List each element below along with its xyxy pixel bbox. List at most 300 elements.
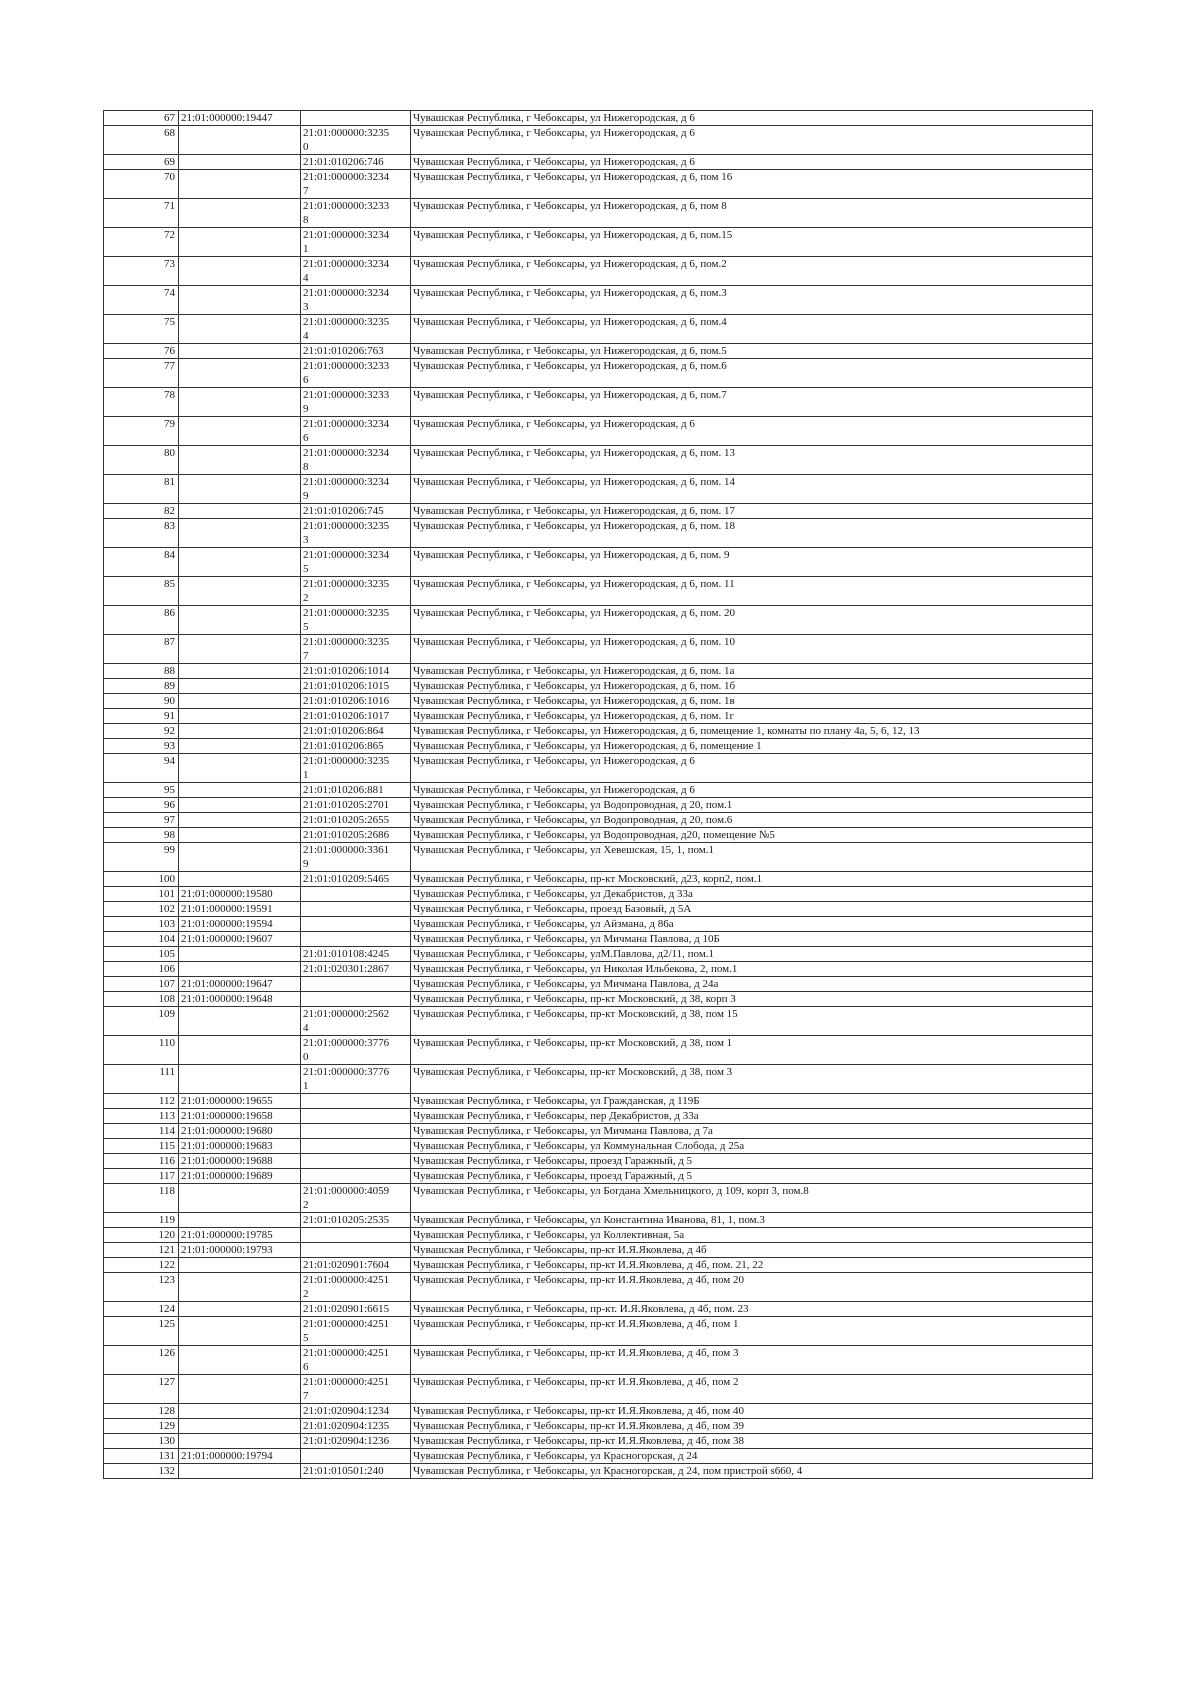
table-row (104, 1094, 1093, 1109)
cadastral-number-premises-line1: 21:01:020901:7604 (303, 1259, 390, 1271)
cadastral-number-premises (301, 388, 411, 417)
cadastral-number-land (179, 783, 301, 798)
cadastral-number-premises-line1: 21:01:010206:1017 (303, 710, 390, 722)
cadastral-number-premises (301, 992, 411, 1007)
cadastral-number-land (179, 694, 301, 709)
address: Чувашская Республика, г Чебоксары, ул Нижегородская, д 6, пом.7 (411, 388, 1093, 417)
table-row (104, 1184, 1093, 1213)
cadastral-number-premises (301, 1094, 411, 1109)
row-number: 81 (104, 475, 179, 504)
cadastral-number-land: 21:01:000000:19689 (179, 1169, 301, 1184)
table-row (104, 1109, 1093, 1124)
row-number: 69 (104, 155, 179, 170)
cadastral-number-premises-line1: 21:01:000000:4251 (303, 1347, 390, 1359)
row-number: 100 (104, 872, 179, 887)
cadastral-number-premises (301, 155, 411, 170)
row-number: 109 (104, 1007, 179, 1036)
cadastral-number-premises-line1: 21:01:010209:5465 (303, 873, 390, 885)
cadastral-number-premises-line1: 21:01:000000:3776 (303, 1037, 390, 1049)
cadastral-number-land (179, 388, 301, 417)
address: Чувашская Республика, г Чебоксары, проезд Базовый, д 5А (411, 902, 1093, 917)
table-row (104, 679, 1093, 694)
address: Чувашская Республика, г Чебоксары, ул Декабристов, д 33а (411, 887, 1093, 902)
cadastral-number-premises-line1: 21:01:000000:3233 (303, 200, 390, 212)
address: Чувашская Республика, г Чебоксары, ул Нижегородская, д 6, пом.6 (411, 359, 1093, 388)
table-row (104, 1139, 1093, 1154)
address: Чувашская Республика, г Чебоксары, ул Нижегородская, д 6, пом. 11 (411, 577, 1093, 606)
cadastral-number-land (179, 155, 301, 170)
cadastral-number-land (179, 843, 301, 872)
row-number: 76 (104, 344, 179, 359)
cadastral-number-land (179, 126, 301, 155)
cadastral-number-premises-line1: 21:01:020904:1235 (303, 1420, 390, 1432)
cadastral-number-premises-line2: 3 (303, 534, 309, 546)
cadastral-number-land (179, 709, 301, 724)
table-row (104, 1375, 1093, 1404)
row-number: 121 (104, 1243, 179, 1258)
table-row (104, 1169, 1093, 1184)
cadastral-number-land: 21:01:000000:19591 (179, 902, 301, 917)
address: Чувашская Республика, г Чебоксары, ул Нижегородская, д 6, пом. 14 (411, 475, 1093, 504)
cadastral-number-premises-line2: 1 (303, 769, 309, 781)
cadastral-number-premises-line2: 6 (303, 432, 309, 444)
address: Чувашская Республика, г Чебоксары, ул Нижегородская, д 6 (411, 126, 1093, 155)
cadastral-number-premises-line2: 4 (303, 272, 309, 284)
cadastral-number-land (179, 1317, 301, 1346)
cadastral-number-land (179, 1036, 301, 1065)
row-number: 89 (104, 679, 179, 694)
cadastral-number-land (179, 315, 301, 344)
cadastral-number-land (179, 739, 301, 754)
cadastral-number-land: 21:01:000000:19648 (179, 992, 301, 1007)
cadastral-number-premises-line2: 9 (303, 403, 309, 415)
cadastral-number-premises (301, 754, 411, 783)
address: Чувашская Республика, г Чебоксары, ул Нижегородская, д 6 (411, 783, 1093, 798)
row-number: 126 (104, 1346, 179, 1375)
address: Чувашская Республика, г Чебоксары, ул Красногорская, д 24, пом пристрой s660, 4 (411, 1464, 1093, 1479)
table-row (104, 962, 1093, 977)
address: Чувашская Республика, г Чебоксары, пр-кт И.Я.Яковлева, д 4б (411, 1243, 1093, 1258)
cadastral-number-premises-line1: 21:01:010206:1015 (303, 680, 390, 692)
address: Чувашская Республика, г Чебоксары, ул Нижегородская, д 6 (411, 111, 1093, 126)
row-number: 75 (104, 315, 179, 344)
cadastral-number-premises (301, 1124, 411, 1139)
row-number: 80 (104, 446, 179, 475)
cadastral-number-land (179, 446, 301, 475)
table-row (104, 664, 1093, 679)
table-row (104, 1036, 1093, 1065)
row-number: 124 (104, 1302, 179, 1317)
address: Чувашская Республика, г Чебоксары, ул Нижегородская, д 6, пом.15 (411, 228, 1093, 257)
cadastral-number-premises (301, 917, 411, 932)
cadastral-number-premises-line2: 8 (303, 214, 309, 226)
table-row (104, 359, 1093, 388)
cadastral-number-premises-line1: 21:01:000000:4251 (303, 1318, 390, 1330)
table-row (104, 1243, 1093, 1258)
cadastral-number-land (179, 1404, 301, 1419)
cadastral-number-premises-line1: 21:01:000000:3235 (303, 755, 390, 767)
cadastral-number-land (179, 577, 301, 606)
address: Чувашская Республика, г Чебоксары, ул Нижегородская, д 6, помещение 1 (411, 739, 1093, 754)
address: Чувашская Республика, г Чебоксары, пр-кт Московский, д 38, корп 3 (411, 992, 1093, 1007)
table-row (104, 739, 1093, 754)
cadastral-number-premises-line1: 21:01:010206:1016 (303, 695, 390, 707)
cadastral-number-premises (301, 228, 411, 257)
cadastral-number-premises-line1: 21:01:000000:3234 (303, 447, 390, 459)
cadastral-number-land (179, 344, 301, 359)
cadastral-number-premises (301, 947, 411, 962)
table-row (104, 917, 1093, 932)
cadastral-number-premises-line2: 7 (303, 650, 309, 662)
table-row (104, 417, 1093, 446)
cadastral-number-land (179, 1258, 301, 1273)
table-row (104, 577, 1093, 606)
cadastral-number-premises-line1: 21:01:010205:2655 (303, 814, 390, 826)
row-number: 78 (104, 388, 179, 417)
cadastral-number-premises (301, 344, 411, 359)
address: Чувашская Республика, г Чебоксары, ул Айзмана, д 86а (411, 917, 1093, 932)
table-row (104, 1317, 1093, 1346)
row-number: 129 (104, 1419, 179, 1434)
table-row (104, 286, 1093, 315)
table-row (104, 315, 1093, 344)
cadastral-number-premises (301, 709, 411, 724)
row-number: 110 (104, 1036, 179, 1065)
cadastral-number-premises-line2: 6 (303, 1361, 309, 1373)
address: Чувашская Республика, г Чебоксары, ул Нижегородская, д 6, пом. 18 (411, 519, 1093, 548)
address: Чувашская Республика, г Чебоксары, пр-кт Московский, д23, корп2, пом.1 (411, 872, 1093, 887)
address: Чувашская Республика, г Чебоксары, ул Мичмана Павлова, д 7а (411, 1124, 1093, 1139)
cadastral-number-premises-line1: 21:01:000000:3235 (303, 636, 390, 648)
cadastral-number-premises-line1: 21:01:010206:745 (303, 505, 384, 517)
address: Чувашская Республика, г Чебоксары, пер Декабристов, д 33а (411, 1109, 1093, 1124)
address: Чувашская Республика, г Чебоксары, проезд Гаражный, д 5 (411, 1169, 1093, 1184)
address: Чувашская Республика, г Чебоксары, ул Нижегородская, д 6, пом. 1б (411, 679, 1093, 694)
cadastral-number-premises (301, 1109, 411, 1124)
address: Чувашская Республика, г Чебоксары, ул Нижегородская, д 6, пом. 13 (411, 446, 1093, 475)
address: Чувашская Республика, г Чебоксары, пр-кт И.Я.Яковлева, д 4б, пом 40 (411, 1404, 1093, 1419)
table-row (104, 1213, 1093, 1228)
table-row (104, 783, 1093, 798)
cadastral-number-land (179, 1464, 301, 1479)
cadastral-number-premises-line1: 21:01:000000:3235 (303, 578, 390, 590)
cadastral-number-land: 21:01:000000:19655 (179, 1094, 301, 1109)
cadastral-number-premises-line2: 6 (303, 374, 309, 386)
cadastral-number-premises-line2: 7 (303, 1390, 309, 1402)
cadastral-number-premises (301, 783, 411, 798)
cadastral-number-land (179, 962, 301, 977)
address: Чувашская Республика, г Чебоксары, ул Водопроводная, д20, помещение №5 (411, 828, 1093, 843)
cadastral-number-premises (301, 724, 411, 739)
table-row (104, 872, 1093, 887)
cadastral-number-premises-line1: 21:01:010206:881 (303, 784, 384, 796)
row-number: 122 (104, 1258, 179, 1273)
cadastral-number-premises-line2: 2 (303, 1199, 309, 1211)
address: Чувашская Республика, г Чебоксары, ул Нижегородская, д 6, пом.5 (411, 344, 1093, 359)
row-number: 73 (104, 257, 179, 286)
table-row (104, 724, 1093, 739)
table-row (104, 1434, 1093, 1449)
row-number: 87 (104, 635, 179, 664)
cadastral-number-land (179, 417, 301, 446)
address: Чувашская Республика, г Чебоксары, ул Нижегородская, д 6 (411, 417, 1093, 446)
table-row (104, 1302, 1093, 1317)
cadastral-number-premises (301, 315, 411, 344)
cadastral-number-premises-line1: 21:01:000000:3234 (303, 287, 390, 299)
cadastral-number-premises-line2: 8 (303, 461, 309, 473)
table-row (104, 887, 1093, 902)
address: Чувашская Республика, г Чебоксары, ул Гражданская, д 119Б (411, 1094, 1093, 1109)
row-number: 67 (104, 111, 179, 126)
address: Чувашская Республика, г Чебоксары, пр-кт И.Я.Яковлева, д 4б, пом 2 (411, 1375, 1093, 1404)
cadastral-number-premises (301, 111, 411, 126)
row-number: 114 (104, 1124, 179, 1139)
row-number: 77 (104, 359, 179, 388)
cadastral-number-premises-line1: 21:01:000000:3233 (303, 360, 390, 372)
address: Чувашская Республика, г Чебоксары, ул Нижегородская, д 6, пом. 17 (411, 504, 1093, 519)
cadastral-number-land (179, 1434, 301, 1449)
registry-table-body (104, 111, 1093, 1479)
cadastral-number-premises (301, 828, 411, 843)
cadastral-number-land (179, 1007, 301, 1036)
table-row (104, 111, 1093, 126)
table-row (104, 1258, 1093, 1273)
table-row (104, 126, 1093, 155)
address: Чувашская Республика, г Чебоксары, ул Красногорская, д 24 (411, 1449, 1093, 1464)
address: Чувашская Республика, г Чебоксары, улМ.Павлова, д2/11, пом.1 (411, 947, 1093, 962)
cadastral-number-premises (301, 170, 411, 199)
table-row (104, 504, 1093, 519)
table-row (104, 1464, 1093, 1479)
cadastral-number-premises (301, 1404, 411, 1419)
row-number: 74 (104, 286, 179, 315)
table-row (104, 170, 1093, 199)
row-number: 71 (104, 199, 179, 228)
cadastral-number-land: 21:01:000000:19607 (179, 932, 301, 947)
cadastral-number-land: 21:01:000000:19794 (179, 1449, 301, 1464)
cadastral-number-premises-line1: 21:01:020901:6615 (303, 1303, 390, 1315)
row-number: 127 (104, 1375, 179, 1404)
address: Чувашская Республика, г Чебоксары, ул Константина Иванова, 81, 1, пом.3 (411, 1213, 1093, 1228)
cadastral-number-premises (301, 813, 411, 828)
row-number: 83 (104, 519, 179, 548)
address: Чувашская Республика, г Чебоксары, ул Нижегородская, д 6, пом. 10 (411, 635, 1093, 664)
table-row (104, 947, 1093, 962)
cadastral-number-premises-line1: 21:01:000000:3235 (303, 127, 390, 139)
cadastral-number-premises-line1: 21:01:000000:3234 (303, 418, 390, 430)
row-number: 86 (104, 606, 179, 635)
cadastral-number-premises-line1: 21:01:010205:2535 (303, 1214, 390, 1226)
cadastral-number-land: 21:01:000000:19594 (179, 917, 301, 932)
cadastral-number-land (179, 170, 301, 199)
cadastral-number-land (179, 1375, 301, 1404)
table-row (104, 977, 1093, 992)
table-row (104, 1154, 1093, 1169)
address: Чувашская Республика, г Чебоксары, проезд Гаражный, д 5 (411, 1154, 1093, 1169)
table-row (104, 446, 1093, 475)
cadastral-number-premises (301, 977, 411, 992)
cadastral-number-land (179, 754, 301, 783)
row-number: 101 (104, 887, 179, 902)
table-row (104, 519, 1093, 548)
address: Чувашская Республика, г Чебоксары, пр-кт И.Я.Яковлева, д 4б, пом 39 (411, 1419, 1093, 1434)
cadastral-number-premises (301, 1419, 411, 1434)
table-row (104, 1346, 1093, 1375)
address: Чувашская Республика, г Чебоксары, ул Коллективная, 5а (411, 1228, 1093, 1243)
cadastral-number-land: 21:01:000000:19793 (179, 1243, 301, 1258)
address: Чувашская Республика, г Чебоксары, ул Нижегородская, д 6, пом. 1а (411, 664, 1093, 679)
address: Чувашская Республика, г Чебоксары, ул Богдана Хмельницкого, д 109, корп 3, пом.8 (411, 1184, 1093, 1213)
table-row (104, 1419, 1093, 1434)
row-number: 113 (104, 1109, 179, 1124)
row-number: 130 (104, 1434, 179, 1449)
cadastral-number-premises (301, 1184, 411, 1213)
row-number: 72 (104, 228, 179, 257)
address: Чувашская Республика, г Чебоксары, ул Нижегородская, д 6, пом. 1г (411, 709, 1093, 724)
row-number: 120 (104, 1228, 179, 1243)
row-number: 123 (104, 1273, 179, 1302)
address: Чувашская Республика, г Чебоксары, ул Водопроводная, д 20, пом.1 (411, 798, 1093, 813)
row-number: 118 (104, 1184, 179, 1213)
cadastral-number-premises-line2: 2 (303, 1288, 309, 1300)
row-number: 128 (104, 1404, 179, 1419)
address: Чувашская Республика, г Чебоксары, пр-кт И.Я.Яковлева, д 4б, пом. 21, 22 (411, 1258, 1093, 1273)
cadastral-number-premises (301, 872, 411, 887)
address: Чувашская Республика, г Чебоксары, ул Нижегородская, д 6, пом.2 (411, 257, 1093, 286)
cadastral-number-land: 21:01:000000:19580 (179, 887, 301, 902)
cadastral-number-land (179, 1184, 301, 1213)
cadastral-number-premises-line1: 21:01:010206:1014 (303, 665, 390, 677)
cadastral-number-premises-line1: 21:01:010205:2701 (303, 799, 390, 811)
address: Чувашская Республика, г Чебоксары, ул Нижегородская, д 6 (411, 155, 1093, 170)
cadastral-number-premises-line1: 21:01:000000:4251 (303, 1274, 390, 1286)
row-number: 115 (104, 1139, 179, 1154)
address: Чувашская Республика, г Чебоксары, ул Нижегородская, д 6 (411, 754, 1093, 783)
cadastral-number-premises-line1: 21:01:000000:3234 (303, 229, 390, 241)
cadastral-number-premises (301, 1213, 411, 1228)
cadastral-number-premises (301, 1302, 411, 1317)
row-number: 91 (104, 709, 179, 724)
cadastral-number-premises-line2: 0 (303, 1051, 309, 1063)
cadastral-number-premises (301, 1258, 411, 1273)
table-row (104, 388, 1093, 417)
table-row (104, 1449, 1093, 1464)
cadastral-number-land (179, 1273, 301, 1302)
cadastral-number-premises-line1: 21:01:020301:2867 (303, 963, 390, 975)
cadastral-number-premises (301, 932, 411, 947)
row-number: 88 (104, 664, 179, 679)
row-number: 131 (104, 1449, 179, 1464)
cadastral-number-land (179, 548, 301, 577)
cadastral-number-premises-line1: 21:01:000000:3234 (303, 171, 390, 183)
address: Чувашская Республика, г Чебоксары, пр-кт И.Я.Яковлева, д 4б, пом 1 (411, 1317, 1093, 1346)
table-row (104, 694, 1093, 709)
table-row (104, 548, 1093, 577)
cadastral-number-premises-line1: 21:01:000000:3234 (303, 258, 390, 270)
cadastral-number-land (179, 664, 301, 679)
row-number: 104 (104, 932, 179, 947)
address: Чувашская Республика, г Чебоксары, ул Нижегородская, д 6, пом 8 (411, 199, 1093, 228)
cadastral-number-premises-line2: 9 (303, 858, 309, 870)
cadastral-number-premises-line1: 21:01:010206:865 (303, 740, 384, 752)
address: Чувашская Республика, г Чебоксары, ул Николая Ильбекова, 2, пом.1 (411, 962, 1093, 977)
cadastral-number-premises-line1: 21:01:000000:3235 (303, 520, 390, 532)
row-number: 93 (104, 739, 179, 754)
cadastral-number-premises-line2: 1 (303, 1080, 309, 1092)
cadastral-number-premises (301, 679, 411, 694)
cadastral-number-premises-line2: 3 (303, 301, 309, 313)
cadastral-number-land (179, 679, 301, 694)
cadastral-number-land (179, 947, 301, 962)
row-number: 108 (104, 992, 179, 1007)
cadastral-number-premises-line2: 1 (303, 243, 309, 255)
cadastral-number-land: 21:01:000000:19447 (179, 111, 301, 126)
cadastral-number-premises (301, 962, 411, 977)
address: Чувашская Республика, г Чебоксары, ул Водопроводная, д 20, пом.6 (411, 813, 1093, 828)
row-number: 90 (104, 694, 179, 709)
cadastral-number-premises-line2: 0 (303, 141, 309, 153)
cadastral-number-premises (301, 1449, 411, 1464)
cadastral-number-land (179, 359, 301, 388)
row-number: 117 (104, 1169, 179, 1184)
cadastral-number-land: 21:01:000000:19688 (179, 1154, 301, 1169)
row-number: 82 (104, 504, 179, 519)
cadastral-number-premises-line1: 21:01:000000:3233 (303, 389, 390, 401)
table-row (104, 1124, 1093, 1139)
address: Чувашская Республика, г Чебоксары, пр-кт И.Я.Яковлева, д 4б, пом 38 (411, 1434, 1093, 1449)
cadastral-number-premises (301, 1375, 411, 1404)
cadastral-number-land (179, 199, 301, 228)
cadastral-number-premises-line1: 21:01:000000:3361 (303, 844, 390, 856)
cadastral-number-premises-line2: 5 (303, 621, 309, 633)
cadastral-number-premises-line1: 21:01:000000:4059 (303, 1185, 390, 1197)
cadastral-number-premises (301, 1154, 411, 1169)
cadastral-number-premises-line1: 21:01:000000:3234 (303, 549, 390, 561)
cadastral-number-premises-line2: 5 (303, 563, 309, 575)
address: Чувашская Республика, г Чебоксары, ул Нижегородская, д 6, пом. 9 (411, 548, 1093, 577)
row-number: 125 (104, 1317, 179, 1346)
row-number: 107 (104, 977, 179, 992)
cadastral-number-premises-line1: 21:01:010501:240 (303, 1465, 384, 1477)
cadastral-number-premises (301, 199, 411, 228)
cadastral-number-land (179, 1213, 301, 1228)
cadastral-number-land (179, 1302, 301, 1317)
table-row (104, 199, 1093, 228)
cadastral-number-premises-line2: 9 (303, 490, 309, 502)
address: Чувашская Республика, г Чебоксары, ул Нижегородская, д 6, пом. 20 (411, 606, 1093, 635)
table-row (104, 1273, 1093, 1302)
cadastral-number-premises-line1: 21:01:000000:3776 (303, 1066, 390, 1078)
cadastral-number-land (179, 724, 301, 739)
cadastral-number-premises (301, 798, 411, 813)
cadastral-number-premises-line1: 21:01:010205:2686 (303, 829, 390, 841)
row-number: 112 (104, 1094, 179, 1109)
cadastral-number-premises (301, 504, 411, 519)
address: Чувашская Республика, г Чебоксары, пр-кт И.Я.Яковлева, д 4б, пом 20 (411, 1273, 1093, 1302)
row-number: 68 (104, 126, 179, 155)
cadastral-number-land (179, 798, 301, 813)
cadastral-number-land: 21:01:000000:19683 (179, 1139, 301, 1154)
cadastral-number-premises (301, 1036, 411, 1065)
cadastral-number-premises (301, 635, 411, 664)
address: Чувашская Республика, г Чебоксары, ул Мичмана Павлова, д 10Б (411, 932, 1093, 947)
table-row (104, 228, 1093, 257)
row-number: 106 (104, 962, 179, 977)
cadastral-number-land (179, 1419, 301, 1434)
row-number: 132 (104, 1464, 179, 1479)
cadastral-number-premises (301, 446, 411, 475)
row-number: 92 (104, 724, 179, 739)
